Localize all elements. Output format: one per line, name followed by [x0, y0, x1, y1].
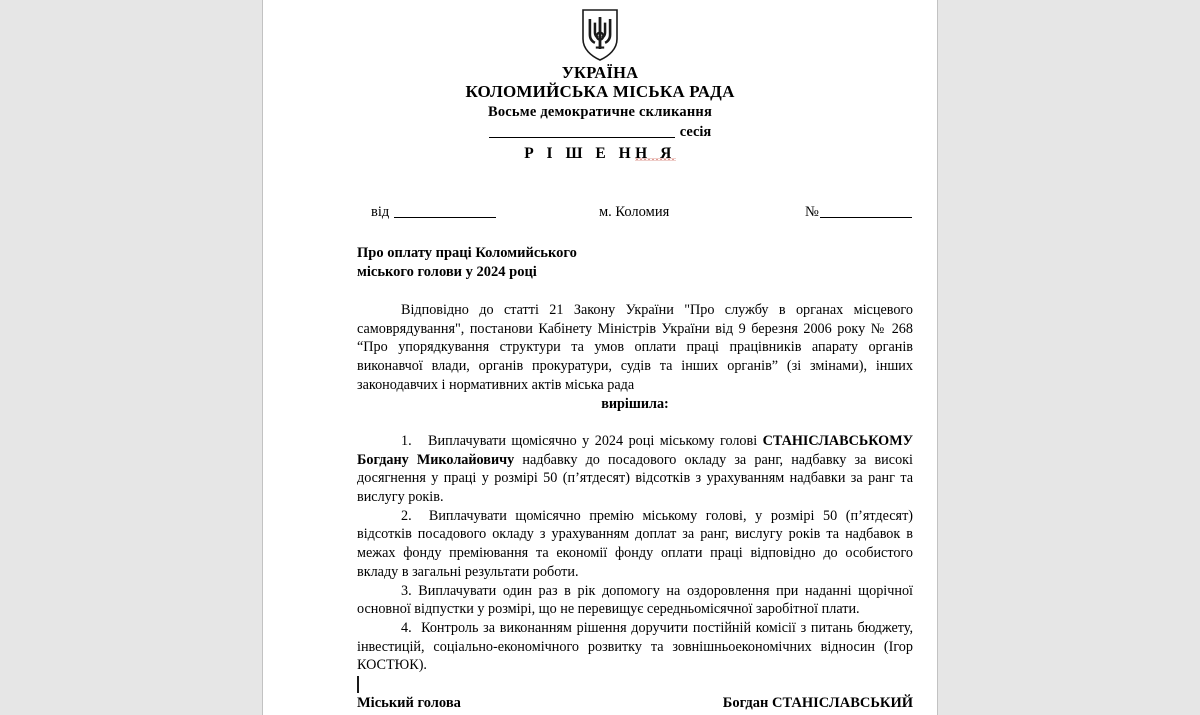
session-label: сесія: [679, 124, 712, 140]
number-label: №: [805, 204, 819, 220]
clause-1-official-name: СТАНІСЛАВСЬКОМУ Богдану Миколайовичу: [357, 432, 913, 468]
preamble-paragraph: Відповідно до статті 21 Закону України "Про службу в органах місцевого самоврядування", постанови Кабінету Міністрів України від 9 березня 2006 року № 268 “Про упорядкування структури та умов оплати праці працівників апарату органів виконавчої влади, органів прокуратури, судів та інших органів” (зі змінами), інших законодавчих і нормативних актів міська рада: [357, 302, 913, 393]
clause-2: [357, 507, 913, 582]
letterhead-council-name: КОЛОМИЙСЬКА МІСЬКА РАДА: [465, 82, 735, 101]
clause-4-number: 4.: [401, 619, 412, 636]
clause-1: [357, 432, 913, 507]
text-cursor-caret: [357, 676, 359, 693]
letterhead-country: УКРАЇНА: [561, 63, 639, 82]
subject-line-2: міського голови у 2024 році: [357, 263, 537, 280]
clause-4-text: Контроль за виконанням рішення доручити постійній комісії з питань бюджету, інвестицій, соціально-економічного розвитку та зовнішньоекономічних відносин (Ігор КОСТЮК).: [357, 619, 914, 674]
letterhead-convocation: Восьме демократичне скликання: [487, 104, 713, 120]
date-label: від: [371, 204, 390, 220]
session-number-blank-line[interactable]: [489, 124, 675, 138]
clause-1-text-after-name: надбавку до посадового окладу за ранг, надбавку за високі досягнення у праці у розмірі 50 (п’ятдесят) відсотків з урахуванням надбавки за ранг та вислугу років.: [357, 451, 913, 506]
document-page[interactable]: [262, 0, 938, 715]
clause-2-number: 2.: [401, 507, 412, 524]
document-body[interactable]: [357, 301, 913, 675]
clause-1-text-before-name: Виплачувати щомісячно у 2024 році міському голові: [428, 432, 763, 449]
date-blank-line[interactable]: [394, 205, 496, 218]
resolved-keyword: вирішила:: [601, 395, 669, 412]
emblem-container: [277, 0, 923, 61]
number-field-group: [805, 204, 912, 221]
signature-name: Богдан СТАНІСЛАВСЬКИЙ: [722, 695, 913, 711]
decision-heading: [277, 144, 923, 164]
document-subject-title: [357, 244, 657, 281]
clause-3: [357, 582, 913, 619]
document-meta-row: [277, 204, 923, 226]
clause-4: [357, 619, 913, 675]
date-field-group: [371, 204, 496, 221]
subject-line-1: Про оплату праці Коломийського: [357, 245, 577, 261]
decision-heading-spellcheck-flagged: Н Я: [635, 145, 676, 162]
clause-2-text: Виплачувати щомісячно премію міському голові, у розмірі 50 (п’ятдесят) відсотків посадового окладу з урахуванням доплат за ранг, вислугу років та надбавок в межах фонду преміювання та економії фонду оплати праці відповідно до особистого вкладу в загальні результати роботи.: [357, 507, 914, 580]
clause-1-number: 1.: [401, 432, 412, 449]
decision-heading-text: Р І Ш Е Н: [524, 145, 636, 162]
number-blank-line[interactable]: [820, 205, 912, 218]
body-spacer: [357, 413, 913, 432]
city-label: м. Коломия: [599, 204, 670, 220]
clause-3-number: 3.: [401, 582, 412, 599]
signature-title: Міський голова: [357, 695, 461, 711]
session-number-row: [277, 122, 923, 143]
clause-3-text: Виплачувати один раз в рік допомогу на оздоровлення при наданні щорічної основної відпустки у розмірі, що не перевищує середньомісячної заробітної плати.: [357, 582, 914, 618]
